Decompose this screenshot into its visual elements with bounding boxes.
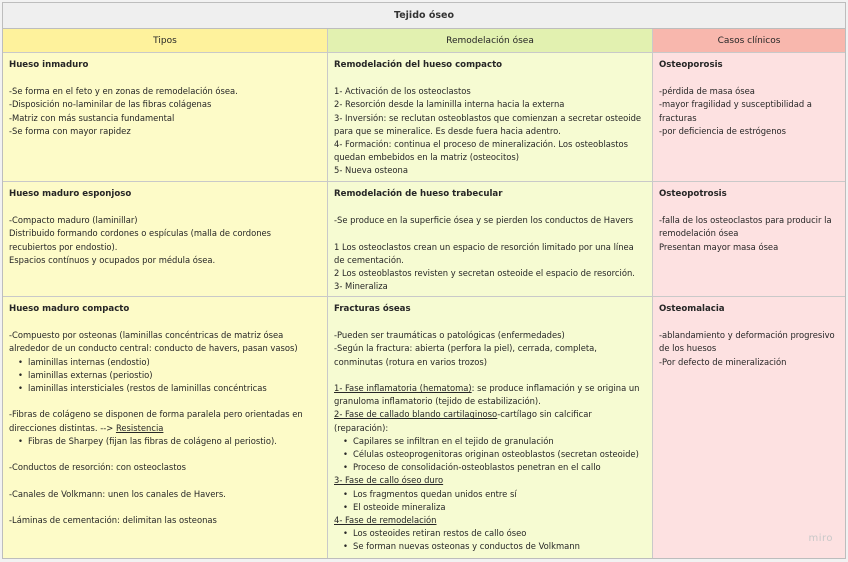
text-line	[9, 329, 321, 355]
spacer	[9, 395, 321, 408]
text-line	[659, 98, 839, 124]
cell-title: Osteopotrosis	[659, 189, 727, 199]
line-text: -Pueden ser traumáticas o patológicas (enfermedades)	[334, 330, 565, 341]
line-text: -Se produce en la superficie ósea y se pierden los conductos de Havers	[334, 215, 634, 226]
text-line	[334, 214, 646, 227]
line-text: 3- Inversión: se reclutan osteoblastos que comienzan a secretar osteoide para que se mineralice. Es desde fuera hacia adentro.	[334, 112, 642, 136]
line-text: Espacios contínuos y ocupados por médula ósea.	[9, 254, 216, 265]
cell-remodelacion-row-1	[328, 53, 653, 182]
cell-title: Hueso maduro compacto	[9, 304, 130, 314]
line-text: 3- Mineraliza	[334, 281, 388, 292]
text-line	[334, 241, 646, 267]
line-text: -por deficiencia de estrógenos	[659, 125, 787, 136]
text-line	[659, 85, 839, 98]
cell-casos-row-1	[653, 53, 845, 182]
bullet-item	[9, 369, 321, 382]
text-line	[334, 112, 646, 138]
line-text: laminillas intersticiales (restos de laminillas concéntricas	[28, 383, 267, 394]
bullet-item	[9, 435, 321, 448]
text-line	[9, 514, 321, 527]
line-text: -Según la fractura: abierta (perfora la piel), cerrada, completa, conminutas (rotura en varios trozos)	[334, 343, 597, 367]
cell-remodelacion-row-3	[328, 297, 653, 559]
text-line	[334, 342, 646, 368]
text-line	[659, 356, 839, 369]
line-text: Fibras de Sharpey (fijan las fibras de colágeno al periostio).	[28, 435, 277, 446]
line-text: Los osteoides retiran restos de callo óseo	[353, 528, 527, 539]
text-line	[334, 164, 646, 177]
spacer	[9, 474, 321, 487]
text-line	[9, 254, 321, 267]
table-title: Tejido óseo	[3, 3, 845, 29]
line-text: -Matriz con más sustancia fundamental	[9, 112, 175, 123]
line-text: 1 Los osteoclastos crean un espacio de resorción limitado por una línea de cementación.	[334, 241, 634, 265]
cell-casos-row-3	[653, 297, 845, 559]
text-line	[659, 214, 839, 240]
text-line	[9, 408, 321, 434]
line-text: -Por defecto de mineralización	[659, 356, 787, 367]
table-grid	[3, 29, 845, 559]
text-line	[9, 488, 321, 501]
line-text: laminillas externas (periostio)	[28, 369, 153, 380]
line-text: Los fragmentos quedan unidos entre sí	[353, 488, 517, 499]
header-tipos: Tipos	[3, 29, 328, 53]
line-text: -Láminas de cementación: delimitan las osteonas	[9, 514, 217, 525]
text-line	[9, 112, 321, 125]
text-line	[9, 125, 321, 138]
tejido-oseo-table	[2, 2, 846, 559]
line-text: Células osteoprogenitoras originan osteoblastos (secretan osteoide)	[353, 449, 639, 460]
text-line	[334, 98, 646, 111]
text-line	[334, 514, 646, 527]
text-line	[9, 98, 321, 111]
line-text: Se forman nuevas osteonas y conductos de Volkmann	[353, 541, 580, 552]
cell-tipos-row-2	[3, 182, 328, 297]
line-text: Capilares se infiltran en el tejido de granulación	[353, 435, 554, 446]
bullet-item	[334, 488, 646, 501]
bullet-item	[334, 461, 646, 474]
text-line	[334, 280, 646, 293]
text-line	[334, 329, 646, 342]
cell-remodelacion-row-2	[328, 182, 653, 297]
line-text: -Conductos de resorción: con osteoclastos	[9, 462, 187, 473]
bullet-item	[334, 435, 646, 448]
miro-watermark: miro	[808, 533, 833, 544]
underlined-heading: 2- Fase de callado blando cartilaginoso	[334, 409, 498, 420]
bullet-item	[334, 527, 646, 540]
text-line	[334, 85, 646, 98]
underlined-heading: 4- Fase de remodelación	[334, 515, 437, 526]
text-line	[334, 138, 646, 164]
text-line	[334, 474, 646, 487]
spacer	[334, 227, 646, 240]
line-text: -mayor fragilidad y susceptibilidad a fracturas	[659, 99, 812, 123]
cell-tipos-row-1	[3, 53, 328, 182]
line-text: El osteoide mineraliza	[353, 501, 446, 512]
line-text: Proceso de consolidación-osteoblastos penetran en el callo	[353, 462, 601, 473]
line-text: -falla de los osteoclastos para producir la remodelación ósea	[659, 215, 832, 239]
line-text: -Compacto maduro (laminillar)	[9, 215, 138, 226]
line-text: -Compuesto por osteonas (laminillas concéntricas de matriz ósea alrededor de un conducto central: conducto de havers, pasan vasos)	[9, 330, 298, 354]
text-line	[334, 382, 646, 408]
cell-title: Osteoporosis	[659, 60, 723, 70]
line-text: laminillas internas (endostio)	[28, 356, 150, 367]
line-text: -cartílago sin calcificar (reparación):	[334, 409, 592, 433]
text-line	[659, 125, 839, 138]
line-text: 2 Los osteoblastos revisten y secretan osteoide el espacio de resorción.	[334, 268, 635, 278]
text-line	[659, 241, 839, 254]
cell-tipos-row-3	[3, 297, 328, 559]
line-text: Distribuido formando cordones o espículas (malla de cordones recubiertos por endostio).	[9, 228, 272, 252]
bullet-item	[9, 356, 321, 369]
line-text: Presentan mayor masa ósea	[659, 241, 779, 252]
spacer	[9, 501, 321, 514]
text-line	[9, 461, 321, 474]
bullet-item	[334, 448, 646, 461]
underlined-heading: 1- Fase inflamatoria (hematoma)	[334, 383, 472, 393]
bullet-item	[334, 540, 646, 553]
underlined-keyword: Resistencia	[115, 422, 164, 433]
cell-title: Hueso inmaduro	[9, 60, 89, 70]
line-text: 5- Nueva osteona	[334, 165, 408, 176]
header-remodelacion: Remodelación ósea	[328, 29, 653, 53]
cell-title: Remodelación del hueso compacto	[334, 60, 503, 70]
text-line	[9, 85, 321, 98]
line-text: 2- Resorción desde la laminilla interna hacia la externa	[334, 99, 565, 110]
line-text: -Canales de Volkmann: unen los canales de Havers.	[9, 488, 226, 499]
spacer	[9, 448, 321, 461]
cell-title: Remodelación de hueso trabecular	[334, 189, 503, 199]
bullet-item	[334, 501, 646, 514]
underlined-heading: 3- Fase de callo óseo duro	[334, 475, 444, 486]
bullet-item	[9, 382, 321, 395]
cell-title: Osteomalacia	[659, 304, 725, 314]
cell-title: Fracturas óseas	[334, 304, 411, 314]
text-line	[9, 227, 321, 253]
line-text: -ablandamiento y deformación progresivo de los huesos	[659, 330, 835, 354]
line-text: -pérdida de masa ósea	[659, 86, 755, 97]
line-text: -Fibras de colágeno se disponen de forma paralela pero orientadas en direcciones distintas. -->	[9, 409, 303, 433]
line-text: 1- Activación de los osteoclastos	[334, 86, 471, 97]
line-text: -Se forma con mayor rapidez	[9, 125, 131, 136]
cell-casos-row-2	[653, 182, 845, 297]
text-line	[334, 267, 646, 280]
text-line	[659, 329, 839, 355]
header-casos-clinicos: Casos clínicos	[653, 29, 845, 53]
cell-title: Hueso maduro esponjoso	[9, 189, 132, 199]
spacer	[334, 369, 646, 382]
line-text: -Se forma en el feto y en zonas de remodelación ósea.	[9, 86, 238, 97]
line-text: : se produce inflamación y se origina un granuloma inflamatorio (tejido de estabilización).	[334, 383, 640, 407]
line-text: -Disposición no-laminilar de las fibras colágenas	[9, 99, 212, 110]
line-text: 4- Formación: continua el proceso de mineralización. Los osteoblastos quedan embebidos en la matriz (osteocitos)	[334, 139, 629, 163]
text-line	[9, 214, 321, 227]
text-line	[334, 408, 646, 434]
